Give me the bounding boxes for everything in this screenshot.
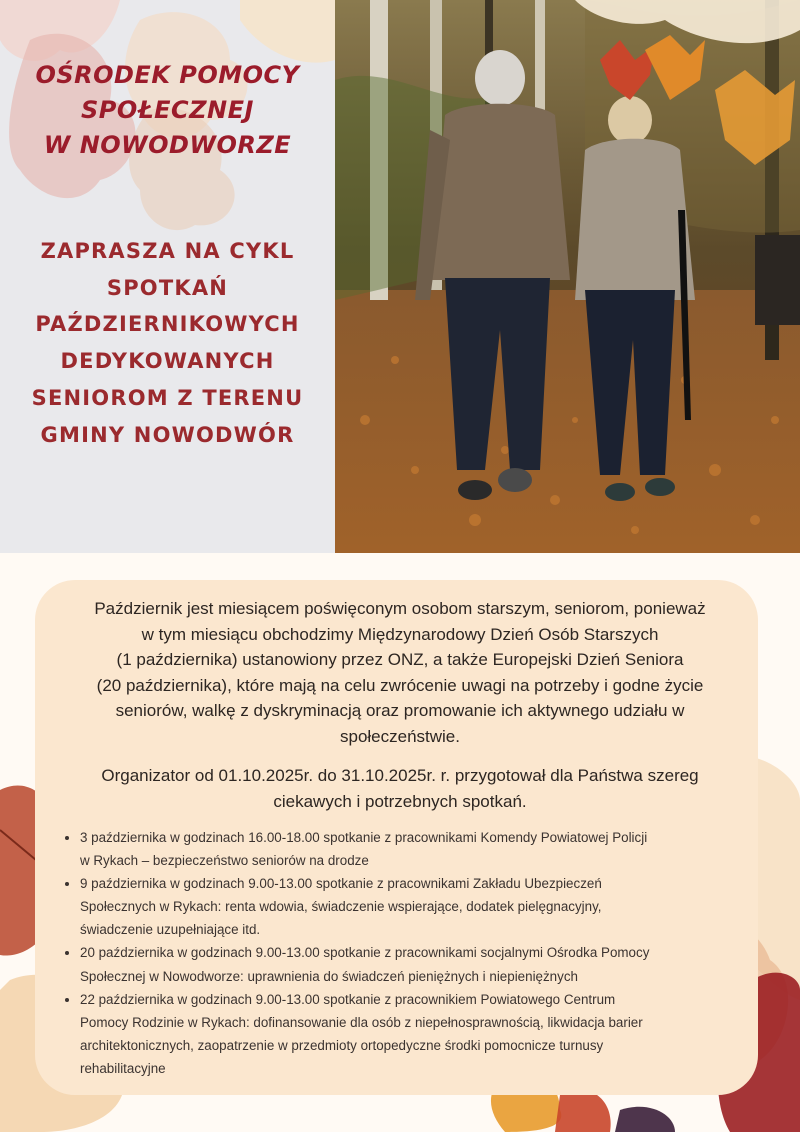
event-line: 9 października w godzinach 9.00-13.00 spotkanie z pracownikami Zakładu Ubezpieczeń: [80, 876, 602, 892]
intro-paragraph: [58, 596, 742, 749]
intro-line: Październik jest miesiącem poświęconym osobom starszym, seniorom, ponieważ: [94, 599, 706, 618]
intro-line: w tym miesiącu obchodzimy Międzynarodowy Dzień Osób Starszych: [141, 624, 659, 644]
events-list: [62, 826, 750, 1080]
invitation-line: ZAPRASZA NA CYKL: [40, 239, 295, 263]
event-item: [80, 826, 750, 872]
elderly-couple-autumn-walk-photo: [335, 0, 800, 553]
event-item: [80, 941, 750, 987]
organizer-line: Organizator od 01.10.2025r. do 31.10.2025r. r. przygotował dla Państwa szereg: [101, 766, 699, 785]
intro-line: społeczeństwie.: [339, 726, 460, 746]
organization-title-line: W NOWODWORZE: [43, 130, 292, 159]
invitation-heading: [0, 233, 335, 453]
organizer-line: ciekawych i potrzebnych spotkań.: [273, 791, 527, 811]
event-line: rehabilitacyjne: [80, 1060, 166, 1076]
title-panel: [0, 0, 335, 553]
event-item: [80, 872, 750, 941]
organization-title-line: SPOŁECZNEJ: [81, 95, 254, 124]
event-line: Społecznej w Nowodworze: uprawnienia do świadczeń pieniężnych i niepieniężnych: [80, 968, 578, 984]
organization-title: [0, 58, 335, 162]
event-line: świadczenie uzupełniające itd.: [80, 922, 261, 938]
invitation-line: PAŹDZIERNIKOWYCH: [35, 312, 300, 337]
intro-line: seniorów, walkę z dyskryminacją oraz promowanie ich aktywnego udziału w: [115, 701, 685, 720]
photo-illustration: [335, 0, 800, 553]
invitation-line: SPOTKAŃ: [106, 275, 229, 300]
organizer-paragraph: [58, 763, 742, 814]
event-line: 3 października w godzinach 16.00-18.00 spotkanie z pracownikami Komendy Powiatowej Policji: [80, 830, 648, 845]
event-line: Pomocy Rodzinie w Rykach: dofinansowanie dla osób z niepełnosprawnością, likwidacja barier: [80, 1014, 643, 1030]
event-line: Społecznych w Rykach: renta wdowia, świadczenie wspierające, dodatek pielęgnacyjny,: [80, 899, 602, 915]
event-line: architektonicznych, zaopatrzenie w przedmioty ortopedyczne środki pomocnicze turnusy: [80, 1037, 604, 1053]
intro-line: (1 października) ustanowiony przez ONZ, a także Europejski Dzień Seniora: [116, 650, 684, 669]
invitation-line: SENIOROM Z TERENU: [31, 385, 304, 410]
event-line: w Rykach – bezpieczeństwo seniorów na drodze: [80, 853, 369, 869]
event-line: 22 października w godzinach 9.00-13.00 spotkanie z pracownikiem Powiatowego Centrum: [80, 991, 616, 1007]
event-line: 20 października w godzinach 9.00-13.00 spotkanie z pracownikami socjalnymi Ośrodka Pomocy: [80, 945, 650, 961]
event-item: [80, 988, 750, 1080]
invitation-line: GMINY NOWODWÓR: [40, 422, 295, 447]
intro-line: (20 października), które mają na celu zwrócenie uwagi na potrzeby i godne życie: [96, 675, 704, 695]
invitation-line: DEDYKOWANYCH: [60, 349, 275, 374]
organization-title-line: OŚRODEK POMOCY: [35, 61, 300, 89]
